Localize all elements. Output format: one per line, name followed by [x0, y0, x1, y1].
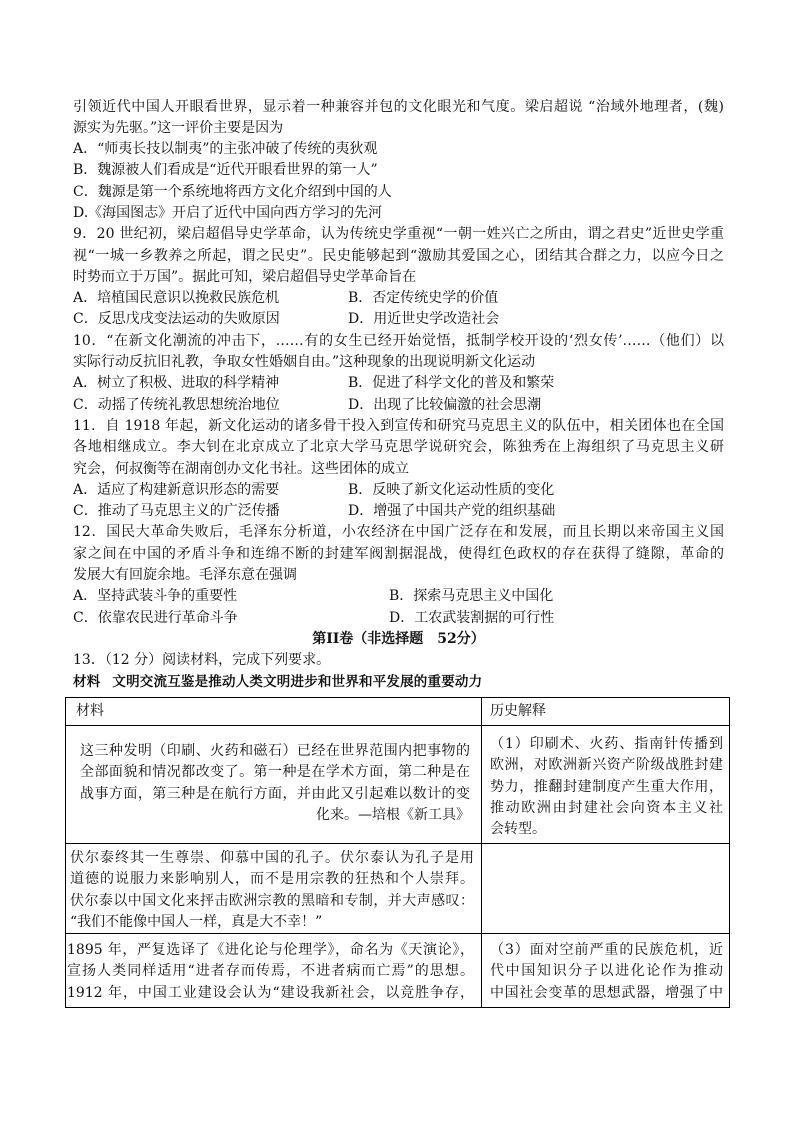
question-10-option-c: C．动摇了传统礼教思想统治地位 — [73, 396, 280, 413]
question-11-option-c: C．推动了马克思主义的广泛传播 — [73, 503, 280, 520]
question-8-option-c: C．魏源是第一个系统地将西方文化介绍到中国的人 — [73, 183, 392, 200]
material-title: 文明交流互鉴是推动人类文明进步和世界和平发展的重要动力 — [112, 673, 483, 690]
question-body — [73, 97, 724, 693]
material-line: “我们不能像中国人一样，真是大不幸！” — [70, 913, 323, 930]
question-11-stem-line: 各地相继成立。李大钊在北京成立了北京大学马克思学说研究会，陈独秀在上海组织了马克思主义研 — [73, 439, 724, 456]
question-13-prompt: 13．（12 分）阅读材料，完成下列要求。 — [73, 652, 331, 669]
material-line: 宣扬人类同样适用“进者存而传焉，不进者病而亡焉”的思想。 — [67, 963, 474, 980]
question-10-options-row — [73, 395, 724, 416]
question-11-option-b: B．反映了新文化运动性质的变化 — [348, 481, 555, 498]
explanation-line: 中国社会变革的思想武器，增强了中 — [490, 984, 723, 1001]
question-9-stem-line: 9．20 世纪初，梁启超倡导史学革命，认为传统史学重视“一朝一姓兴亡之所由，谓之君史”近世史学重 — [73, 226, 724, 243]
table-row — [66, 844, 730, 934]
question-10-option-a: A．树立了积极、进取的科学精神 — [73, 375, 280, 392]
table-header-row — [66, 698, 730, 726]
question-12-option-d: D．工农武装割据的可行性 — [389, 609, 555, 626]
question-8-option-b: B．魏源被人们看成是“近代开眼看世界的第一人” — [73, 162, 378, 179]
material-line: 伏尔泰终其一生尊崇、仰慕中国的孔子。伏尔泰认为孔子是用 — [70, 850, 474, 866]
question-9-option-d: D．用近世史学改造社会 — [348, 311, 500, 328]
table-row — [66, 934, 730, 1008]
part-2-heading: 第II卷（非选择题 52分） — [312, 630, 485, 647]
question-12-options-row — [73, 586, 724, 607]
table-header-explanation: 历史解释 — [482, 698, 730, 726]
question-8-stem-line: 源实为先驱。”这一评价主要是因为 — [73, 119, 284, 136]
material-label: 材料 — [73, 673, 101, 690]
explanation-line: （3）面对空前严重的民族危机，近 — [490, 942, 723, 958]
explanation-cell — [482, 726, 730, 844]
material-table — [65, 697, 730, 1008]
material-line: 伏尔泰以中国文化来抨击欧洲宗教的黑暗和专制，并大声感叹： — [70, 892, 474, 909]
question-11-options-row — [73, 480, 724, 501]
explanation-line: 欧洲，对欧洲新兴资产阶级战胜封建 — [490, 757, 723, 774]
question-8-option-a: A．“师夷长技以制夷”的主张冲破了传统的夷狄观 — [73, 141, 378, 158]
question-12-option-c: C．依靠农民进行革命斗争 — [73, 609, 238, 626]
explanation-line: 推动欧洲由封建社会向资本主义社 — [490, 799, 723, 816]
question-12-stem-line: 家之间在中国的矛盾斗争和连绵不断的封建军阀割据混战，使得红色政权的存在获得了缝隙，革命的 — [73, 545, 724, 562]
question-8-stem-line: 引领近代中国人开眼看世界，显示着一种兼容并包的文化眼光和气度。梁启超说 “治域外地理者，(魏) — [73, 98, 724, 115]
material-line: 战事方面，第三种是在航行方面，并由此又引起难以数计的变 — [80, 785, 470, 802]
question-9-options-row — [73, 288, 724, 309]
question-12-stem-line: 发展大有回旋余地。毛泽东意在强调 — [73, 567, 297, 584]
explanation-line: 势力，推翻封建制度产生重大作用， — [490, 778, 723, 795]
table-header-material: 材料 — [66, 698, 482, 726]
question-12-stem-line: 12．国民大革命失败后，毛泽东分析道，小农经济在中国广泛存在和发展，而且长期以来帝国主义国 — [73, 524, 724, 541]
question-9-stem-line: 时势而立于万国”。据此可知，梁启超倡导史学革命旨在 — [73, 268, 417, 285]
question-11-stem-line: 11．自 1918 年起，新文化运动的诸多骨干投入到宣传和研究马克思主义的队伍中，相关团体也在全国 — [73, 417, 724, 434]
question-10-options-row — [73, 373, 724, 394]
material-cell — [66, 844, 482, 934]
explanation-line: 会转型。 — [490, 821, 546, 838]
explanation-line: 代中国知识分子以进化论作为推动 — [490, 963, 723, 980]
question-11-option-d: D．增强了中国共产党的组织基础 — [348, 503, 556, 520]
question-11-option-a: A．适应了构建新意识形态的需要 — [73, 481, 280, 498]
question-9-option-a: A．培植国民意识以挽救民族危机 — [73, 290, 280, 307]
question-10-option-b: B．促进了科学文化的普及和繁荣 — [348, 375, 555, 392]
material-source: 化来。—培根《新工具》 — [316, 806, 470, 823]
question-9-stem-line: 视“一城一乡教养之所起，谓之民史”。民史能够起到“激励其爱国之心，团结其合群之力，以应今日之 — [73, 247, 724, 264]
material-cell — [66, 934, 482, 1008]
question-11-options-row — [73, 501, 724, 522]
question-10-option-d: D．出现了比较偏激的社会思潮 — [348, 396, 542, 413]
material-caption — [73, 672, 724, 693]
question-12-option-b: B．探索马克思主义中国化 — [389, 588, 554, 605]
table-row — [66, 726, 730, 844]
material-line: 全部面貌和情况都改变了。第一种是在学术方面，第二种是在 — [80, 764, 470, 781]
explanation-cell — [482, 934, 730, 1008]
question-12-options-row — [73, 608, 724, 629]
question-12-option-a: A．坚持武装斗争的重要性 — [73, 588, 238, 605]
question-11-stem-line: 究会，何叔衡等在湖南创办文化书社。这些团体的成立 — [73, 460, 409, 477]
question-9-option-b: B．否定传统史学的价值 — [348, 290, 499, 307]
question-9-options-row — [73, 309, 724, 330]
question-10-stem-line: 实际行动反抗旧礼教，争取女性婚姻自由。”这种现象的出现说明新文化运动 — [73, 354, 536, 371]
explanation-line: （1）印刷术、火药、指南针传播到 — [490, 736, 723, 752]
explanation-cell-blank — [482, 844, 730, 934]
material-line: 这三种发明（印刷、火药和磁石）已经在世界范围内把事物的 — [80, 743, 470, 759]
question-9-option-c: C．反思戊戌变法运动的失败原因 — [73, 311, 280, 328]
question-10-stem-line: 10．“在新文化潮流的冲击下，……有的女生已经开始觉悟，抵制学校开设的‘烈女传’……（他们）以 — [73, 332, 724, 349]
question-8-option-d: D.《海国图志》开启了近代中国向西方学习的先河 — [73, 204, 383, 221]
material-line: 1895 年，严复选译了《进化论与伦理学》，命名为《天演论》， — [67, 942, 474, 958]
material-line: 道德的说服力来影响别人，而不是用宗教的狂热和个人崇拜。 — [70, 871, 474, 888]
material-cell — [66, 726, 482, 844]
material-line: 1912 年，中国工业建设会认为“建设我新社会，以竞胜争存， — [67, 984, 474, 1001]
